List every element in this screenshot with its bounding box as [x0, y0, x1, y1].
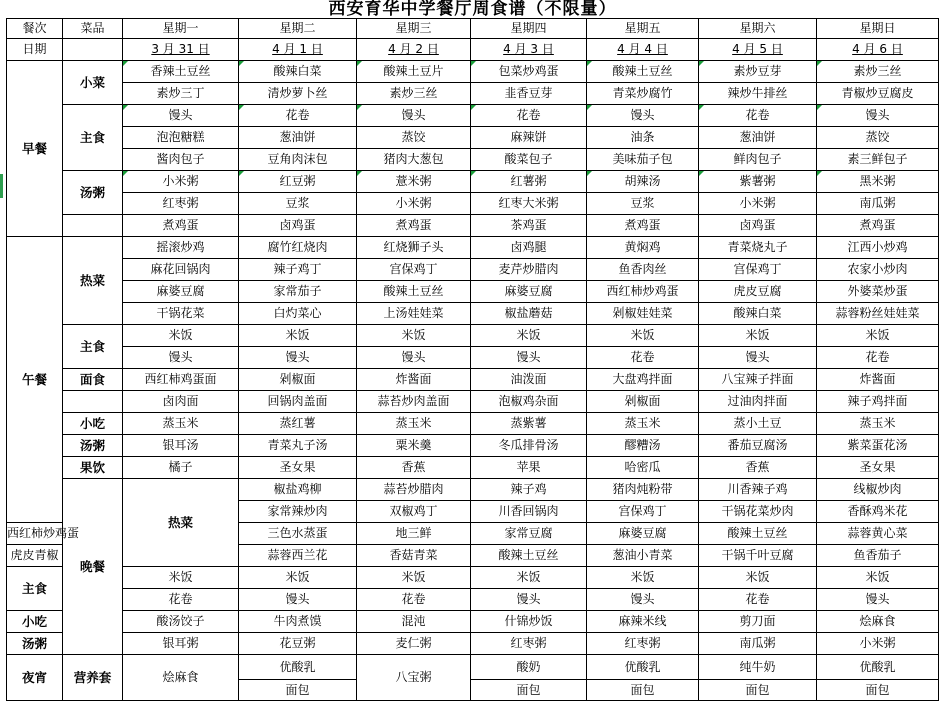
menu-cell[interactable]: 小米粥: [123, 171, 239, 193]
menu-cell[interactable]: 馒头: [699, 347, 817, 369]
menu-cell[interactable]: 米饭: [239, 325, 357, 347]
category-empty-cell[interactable]: [63, 215, 123, 237]
date-cell[interactable]: [123, 39, 239, 61]
date-value: 4 月 4 日: [617, 42, 668, 56]
menu-cell[interactable]: 银耳粥: [123, 633, 239, 655]
category-xiaochi[interactable]: 小吃: [7, 611, 63, 633]
menu-cell[interactable]: 香蕉: [357, 457, 471, 479]
table-row: [7, 303, 939, 325]
table-row: [7, 83, 939, 105]
menu-cell[interactable]: 青菜烧丸子: [699, 237, 817, 259]
menu-cell[interactable]: 面包: [587, 680, 699, 701]
menu-cell[interactable]: 八宝粥: [357, 655, 471, 701]
menu-cell[interactable]: 煮鸡蛋: [817, 215, 939, 237]
menu-cell[interactable]: 葱油小青菜: [587, 545, 699, 567]
menu-cell[interactable]: 蒸玉米: [123, 413, 239, 435]
date-cell[interactable]: [817, 39, 939, 61]
menu-cell[interactable]: 豆角肉沫包: [239, 149, 357, 171]
menu-cell[interactable]: 花豆粥: [239, 633, 357, 655]
menu-cell[interactable]: 葱油饼: [239, 127, 357, 149]
date-cell[interactable]: [471, 39, 587, 61]
menu-cell[interactable]: 蒸红薯: [239, 413, 357, 435]
category-recai[interactable]: 热菜: [123, 479, 239, 567]
menu-cell[interactable]: 馒头: [123, 347, 239, 369]
menu-cell[interactable]: 蒜苔炒肉盖面: [357, 391, 471, 413]
category-xiaocai[interactable]: 小菜: [63, 61, 123, 105]
table-row: [7, 127, 939, 149]
menu-cell[interactable]: 南瓜粥: [699, 633, 817, 655]
menu-cell[interactable]: 香菇青菜: [357, 545, 471, 567]
menu-cell[interactable]: 鱼香肉丝: [587, 259, 699, 281]
menu-cell[interactable]: 剪刀面: [699, 611, 817, 633]
menu-cell[interactable]: 炸酱面: [357, 369, 471, 391]
header-day[interactable]: 星期四: [471, 19, 587, 39]
menu-cell[interactable]: 纯牛奶: [699, 655, 817, 680]
menu-cell[interactable]: 馒头: [471, 589, 587, 611]
menu-cell[interactable]: 猪肉大葱包: [357, 149, 471, 171]
menu-cell[interactable]: 紫薯粥: [699, 171, 817, 193]
menu-cell[interactable]: 剁椒娃娃菜: [587, 303, 699, 325]
menu-cell[interactable]: 辣子鸡: [471, 479, 587, 501]
table-row: [7, 457, 939, 479]
menu-cell[interactable]: 红豆粥: [239, 171, 357, 193]
table-row: [7, 105, 939, 127]
menu-cell[interactable]: 米饭: [817, 567, 939, 589]
menu-cell[interactable]: 大盘鸡拌面: [587, 369, 699, 391]
menu-cell[interactable]: 馒头: [471, 347, 587, 369]
table-row: [7, 567, 939, 589]
menu-cell[interactable]: 蒸小土豆: [699, 413, 817, 435]
menu-cell[interactable]: 麦仁粥: [357, 633, 471, 655]
header-day[interactable]: 星期二: [239, 19, 357, 39]
menu-cell[interactable]: 素炒豆芽: [699, 61, 817, 83]
menu-cell[interactable]: 干锅花菜炒肉: [699, 501, 817, 523]
menu-cell[interactable]: 圣女果: [817, 457, 939, 479]
category-tangzhou[interactable]: 汤粥: [63, 435, 123, 457]
menu-cell[interactable]: 苹果: [471, 457, 587, 479]
menu-cell[interactable]: 虎皮豆腐: [699, 281, 817, 303]
menu-cell[interactable]: 小米粥: [699, 193, 817, 215]
menu-cell[interactable]: 摇滚炒鸡: [123, 237, 239, 259]
table-row: [7, 0, 939, 19]
menu-cell[interactable]: 酸辣白菜: [699, 303, 817, 325]
menu-sheet: [6, 0, 938, 702]
date-cell[interactable]: [239, 39, 357, 61]
header-day[interactable]: 星期三: [357, 19, 471, 39]
menu-cell[interactable]: 卤肉面: [123, 391, 239, 413]
menu-cell[interactable]: 酸辣白菜: [239, 61, 357, 83]
menu-cell[interactable]: 蒸饺: [817, 127, 939, 149]
menu-cell[interactable]: 素三鲜包子: [817, 149, 939, 171]
table-row: [7, 61, 939, 83]
menu-cell[interactable]: 馒头: [587, 589, 699, 611]
menu-cell[interactable]: 花卷: [699, 589, 817, 611]
table-row: [7, 281, 939, 303]
menu-cell[interactable]: 酸奶: [471, 655, 587, 680]
menu-cell[interactable]: 鱼香茄子: [817, 545, 939, 567]
menu-cell[interactable]: 优酸乳: [239, 655, 357, 680]
menu-cell[interactable]: 香酥鸡米花: [817, 501, 939, 523]
meal-label-dinner[interactable]: 晚餐: [63, 479, 123, 655]
menu-cell[interactable]: 米饭: [471, 567, 587, 589]
weekly-menu-table: [6, 0, 939, 701]
header-day[interactable]: 星期五: [587, 19, 699, 39]
category-mianshi[interactable]: 面食: [63, 369, 123, 391]
menu-cell[interactable]: 青菜炒腐竹: [587, 83, 699, 105]
menu-cell[interactable]: 酱肉包子: [123, 149, 239, 171]
menu-cell[interactable]: 米饭: [357, 567, 471, 589]
menu-cell[interactable]: 江西小炒鸡: [817, 237, 939, 259]
menu-cell[interactable]: 蒜蓉粉丝娃娃菜: [817, 303, 939, 325]
menu-cell[interactable]: 优酸乳: [817, 655, 939, 680]
date-value: 4 月 6 日: [852, 42, 903, 56]
menu-cell[interactable]: 麻婆豆腐: [123, 281, 239, 303]
menu-cell[interactable]: 地三鲜: [357, 523, 471, 545]
category-zhushi[interactable]: 主食: [63, 105, 123, 171]
meal-label-breakfast[interactable]: 早餐: [7, 61, 63, 237]
menu-cell[interactable]: 蒜蓉黄心菜: [817, 523, 939, 545]
table-row: [7, 633, 939, 655]
menu-cell[interactable]: 混沌: [357, 611, 471, 633]
menu-cell[interactable]: 银耳汤: [123, 435, 239, 457]
table-row: [7, 325, 939, 347]
menu-cell[interactable]: 宫保鸡丁: [699, 259, 817, 281]
menu-cell[interactable]: 馒头: [239, 589, 357, 611]
date-cell[interactable]: [699, 39, 817, 61]
menu-cell[interactable]: 虎皮青椒: [7, 545, 63, 567]
menu-cell[interactable]: 烩麻食: [817, 611, 939, 633]
menu-cell[interactable]: 腐竹红烧肉: [239, 237, 357, 259]
menu-cell[interactable]: 卤鸡腿: [471, 237, 587, 259]
menu-cell[interactable]: 酸辣土豆片: [357, 61, 471, 83]
menu-cell[interactable]: 川香回锅肉: [471, 501, 587, 523]
menu-cell[interactable]: 煮鸡蛋: [357, 215, 471, 237]
menu-cell[interactable]: 葱油饼: [699, 127, 817, 149]
table-row: [7, 19, 939, 39]
menu-cell[interactable]: 素炒三丝: [817, 61, 939, 83]
menu-cell[interactable]: 南瓜粥: [817, 193, 939, 215]
table-row: [7, 215, 939, 237]
menu-cell[interactable]: 辣子鸡拌面: [817, 391, 939, 413]
menu-cell[interactable]: 椒盐鸡柳: [239, 479, 357, 501]
menu-cell[interactable]: 韭香豆芽: [471, 83, 587, 105]
menu-cell[interactable]: 冬瓜排骨汤: [471, 435, 587, 457]
date-value: 3 月 31 日: [151, 42, 210, 56]
menu-cell[interactable]: 八宝辣子拌面: [699, 369, 817, 391]
menu-cell[interactable]: 蒸饺: [357, 127, 471, 149]
table-row: [7, 435, 939, 457]
menu-cell[interactable]: 蒜苔炒腊肉: [357, 479, 471, 501]
menu-cell[interactable]: 薏米粥: [357, 171, 471, 193]
menu-cell[interactable]: 豆浆: [239, 193, 357, 215]
menu-cell[interactable]: 辣炒牛排丝: [699, 83, 817, 105]
menu-cell[interactable]: 上汤娃娃菜: [357, 303, 471, 325]
menu-cell[interactable]: 番茄豆腐汤: [699, 435, 817, 457]
menu-cell[interactable]: 牛肉煮馍: [239, 611, 357, 633]
menu-cell[interactable]: 川香辣子鸡: [699, 479, 817, 501]
menu-cell[interactable]: 外婆菜炒蛋: [817, 281, 939, 303]
table-row: [7, 237, 939, 259]
menu-cell[interactable]: 素炒三丝: [357, 83, 471, 105]
date-label[interactable]: 日期: [7, 39, 63, 61]
menu-cell[interactable]: 剁椒面: [239, 369, 357, 391]
table-row: [7, 259, 939, 281]
menu-cell[interactable]: 麻辣饼: [471, 127, 587, 149]
date-cell[interactable]: [357, 39, 471, 61]
date-value: 4 月 3 日: [503, 42, 554, 56]
menu-cell[interactable]: 花卷: [471, 105, 587, 127]
category-tangzhou[interactable]: 汤粥: [63, 171, 123, 215]
menu-cell[interactable]: 酸辣土豆丝: [587, 61, 699, 83]
menu-cell[interactable]: 酸菜包子: [471, 149, 587, 171]
menu-cell[interactable]: 花卷: [239, 105, 357, 127]
menu-cell[interactable]: 茶鸡蛋: [471, 215, 587, 237]
table-row: [7, 611, 939, 633]
category-zhushi[interactable]: 主食: [7, 567, 63, 611]
menu-cell[interactable]: 香辣土豆丝: [123, 61, 239, 83]
menu-cell[interactable]: 酸辣土豆丝: [357, 281, 471, 303]
menu-cell[interactable]: 面包: [817, 680, 939, 701]
header-dish[interactable]: 菜品: [63, 19, 123, 39]
menu-cell[interactable]: 油条: [587, 127, 699, 149]
menu-cell[interactable]: 红枣粥: [123, 193, 239, 215]
menu-cell[interactable]: 馒头: [357, 105, 471, 127]
menu-cell[interactable]: 花卷: [699, 105, 817, 127]
menu-cell[interactable]: 麻花回锅肉: [123, 259, 239, 281]
menu-cell[interactable]: 泡泡糖糕: [123, 127, 239, 149]
menu-cell[interactable]: 剁椒面: [587, 391, 699, 413]
menu-cell[interactable]: 酸辣土豆丝: [699, 523, 817, 545]
menu-cell[interactable]: 红烧狮子头: [357, 237, 471, 259]
menu-cell[interactable]: 油泼面: [471, 369, 587, 391]
menu-cell[interactable]: 橘子: [123, 457, 239, 479]
menu-cell[interactable]: 青菜丸子汤: [239, 435, 357, 457]
category-zhushi[interactable]: 主食: [63, 325, 123, 369]
menu-cell[interactable]: 干锅花菜: [123, 303, 239, 325]
menu-cell[interactable]: 香蕉: [699, 457, 817, 479]
category-empty-cell[interactable]: [63, 391, 123, 413]
menu-cell[interactable]: 小米粥: [357, 193, 471, 215]
table-row: [7, 347, 939, 369]
meal-label-lunch[interactable]: 午餐: [7, 237, 63, 523]
menu-cell[interactable]: 面包: [239, 680, 357, 701]
table-row: [7, 171, 939, 193]
menu-cell[interactable]: 西红柿鸡蛋面: [123, 369, 239, 391]
menu-cell[interactable]: 蒸玉米: [817, 413, 939, 435]
menu-cell[interactable]: 宫保鸡丁: [357, 259, 471, 281]
menu-cell[interactable]: 米饭: [699, 325, 817, 347]
menu-cell[interactable]: 馒头: [357, 347, 471, 369]
header-day[interactable]: 星期六: [699, 19, 817, 39]
menu-cell[interactable]: 椒盐蘑菇: [471, 303, 587, 325]
menu-cell[interactable]: 米饭: [587, 325, 699, 347]
table-row: [7, 39, 939, 61]
menu-cell[interactable]: 米饭: [817, 325, 939, 347]
header-day[interactable]: 星期日: [817, 19, 939, 39]
menu-cell[interactable]: 什锦炒饭: [471, 611, 587, 633]
menu-cell[interactable]: 家常豆腐: [471, 523, 587, 545]
menu-cell[interactable]: 西红柿炒鸡蛋: [7, 523, 63, 545]
menu-cell[interactable]: 馒头: [239, 347, 357, 369]
menu-cell[interactable]: 清炒萝卜丝: [239, 83, 357, 105]
menu-cell[interactable]: 炸酱面: [817, 369, 939, 391]
menu-cell[interactable]: 过油肉拌面: [699, 391, 817, 413]
menu-cell[interactable]: 粟米羹: [357, 435, 471, 457]
menu-cell[interactable]: 红枣粥: [471, 633, 587, 655]
menu-cell[interactable]: 包菜炒鸡蛋: [471, 61, 587, 83]
menu-cell[interactable]: 麻辣米线: [587, 611, 699, 633]
menu-cell[interactable]: 花卷: [357, 589, 471, 611]
menu-cell[interactable]: 米饭: [357, 325, 471, 347]
category-recai[interactable]: 热菜: [63, 237, 123, 325]
table-row: [7, 369, 939, 391]
menu-cell[interactable]: 黄焖鸡: [587, 237, 699, 259]
menu-cell[interactable]: 米饭: [123, 325, 239, 347]
menu-cell[interactable]: 猪肉炖粉带: [587, 479, 699, 501]
menu-cell[interactable]: 麦芹炒腊肉: [471, 259, 587, 281]
menu-cell[interactable]: 酸辣土豆丝: [471, 545, 587, 567]
page-title[interactable]: 西安育华中学餐厅周食谱（不限量）: [328, 0, 617, 19]
menu-cell[interactable]: 煮鸡蛋: [587, 215, 699, 237]
menu-cell[interactable]: 紫菜蛋花汤: [817, 435, 939, 457]
menu-cell[interactable]: 干锅千叶豆腐: [699, 545, 817, 567]
table-row: [7, 391, 939, 413]
meal-label-night[interactable]: 夜宵: [7, 655, 63, 701]
menu-cell[interactable]: 米饭: [123, 567, 239, 589]
menu-cell[interactable]: 馒头: [817, 105, 939, 127]
menu-cell[interactable]: 卤鸡蛋: [699, 215, 817, 237]
menu-cell[interactable]: 线椒炒肉: [817, 479, 939, 501]
table-row: [7, 479, 939, 501]
menu-cell[interactable]: 家常茄子: [239, 281, 357, 303]
menu-cell[interactable]: 优酸乳: [587, 655, 699, 680]
menu-cell[interactable]: 西红柿炒鸡蛋: [587, 281, 699, 303]
menu-cell[interactable]: 麻婆豆腐: [587, 523, 699, 545]
menu-cell[interactable]: 花卷: [587, 347, 699, 369]
date-value: 4 月 5 日: [732, 42, 783, 56]
menu-cell[interactable]: 花卷: [817, 347, 939, 369]
menu-cell[interactable]: 米饭: [587, 567, 699, 589]
menu-cell[interactable]: 哈密瓜: [587, 457, 699, 479]
menu-cell[interactable]: 鲜肉包子: [699, 149, 817, 171]
menu-cell[interactable]: 红枣粥: [587, 633, 699, 655]
date-cell[interactable]: [587, 39, 699, 61]
menu-cell[interactable]: 黑米粥: [817, 171, 939, 193]
menu-cell[interactable]: 面包: [699, 680, 817, 701]
menu-cell[interactable]: 蒸玉米: [587, 413, 699, 435]
menu-cell[interactable]: 白灼菜心: [239, 303, 357, 325]
menu-cell[interactable]: 馒头: [123, 105, 239, 127]
header-meal[interactable]: 餐次: [7, 19, 63, 39]
menu-cell[interactable]: 烩麻食: [123, 655, 239, 701]
menu-cell[interactable]: 红枣大米粥: [471, 193, 587, 215]
menu-cell[interactable]: 米饭: [239, 567, 357, 589]
date-empty-cell[interactable]: [63, 39, 123, 61]
menu-cell[interactable]: 红薯粥: [471, 171, 587, 193]
menu-cell[interactable]: 辣子鸡丁: [239, 259, 357, 281]
menu-cell[interactable]: 醪糟汤: [587, 435, 699, 457]
menu-cell[interactable]: 豆浆: [587, 193, 699, 215]
menu-cell[interactable]: 米饭: [471, 325, 587, 347]
menu-cell[interactable]: 胡辣汤: [587, 171, 699, 193]
menu-cell[interactable]: 卤鸡蛋: [239, 215, 357, 237]
menu-cell[interactable]: 花卷: [123, 589, 239, 611]
menu-cell[interactable]: 小米粥: [817, 633, 939, 655]
menu-cell[interactable]: 家常辣炒肉: [239, 501, 357, 523]
menu-cell[interactable]: 农家小炒肉: [817, 259, 939, 281]
menu-cell[interactable]: 泡椒鸡杂面: [471, 391, 587, 413]
category-guoyin[interactable]: 果饮: [63, 457, 123, 479]
menu-cell[interactable]: 蒸玉米: [357, 413, 471, 435]
menu-cell[interactable]: 米饭: [699, 567, 817, 589]
selection-indicator: [0, 174, 3, 198]
menu-cell[interactable]: 蒜蓉西兰花: [239, 545, 357, 567]
menu-cell[interactable]: 煮鸡蛋: [123, 215, 239, 237]
menu-cell[interactable]: 面包: [471, 680, 587, 701]
category-tangzhou[interactable]: 汤粥: [7, 633, 63, 655]
category-xiaochi[interactable]: 小吃: [63, 413, 123, 435]
menu-cell[interactable]: 素炒三丁: [123, 83, 239, 105]
menu-cell[interactable]: 酸汤饺子: [123, 611, 239, 633]
menu-cell[interactable]: 馒头: [817, 589, 939, 611]
menu-cell[interactable]: 回锅肉盖面: [239, 391, 357, 413]
menu-cell[interactable]: 宫保鸡丁: [587, 501, 699, 523]
header-day[interactable]: 星期一: [123, 19, 239, 39]
date-value: 4 月 1 日: [272, 42, 323, 56]
menu-cell[interactable]: 双椒鸡丁: [357, 501, 471, 523]
table-row: [7, 413, 939, 435]
date-value: 4 月 2 日: [388, 42, 439, 56]
menu-cell[interactable]: 蒸紫薯: [471, 413, 587, 435]
menu-cell[interactable]: 三色水蒸蛋: [239, 523, 357, 545]
table-row: [7, 589, 939, 611]
menu-cell[interactable]: 青椒炒豆腐皮: [817, 83, 939, 105]
table-row: [7, 149, 939, 171]
menu-cell[interactable]: 馒头: [587, 105, 699, 127]
menu-cell[interactable]: 圣女果: [239, 457, 357, 479]
table-row: [7, 193, 939, 215]
table-row: [7, 655, 939, 680]
menu-cell[interactable]: 美味茄子包: [587, 149, 699, 171]
menu-cell[interactable]: 麻婆豆腐: [471, 281, 587, 303]
category-nutrition-set[interactable]: 营养套: [63, 655, 123, 701]
